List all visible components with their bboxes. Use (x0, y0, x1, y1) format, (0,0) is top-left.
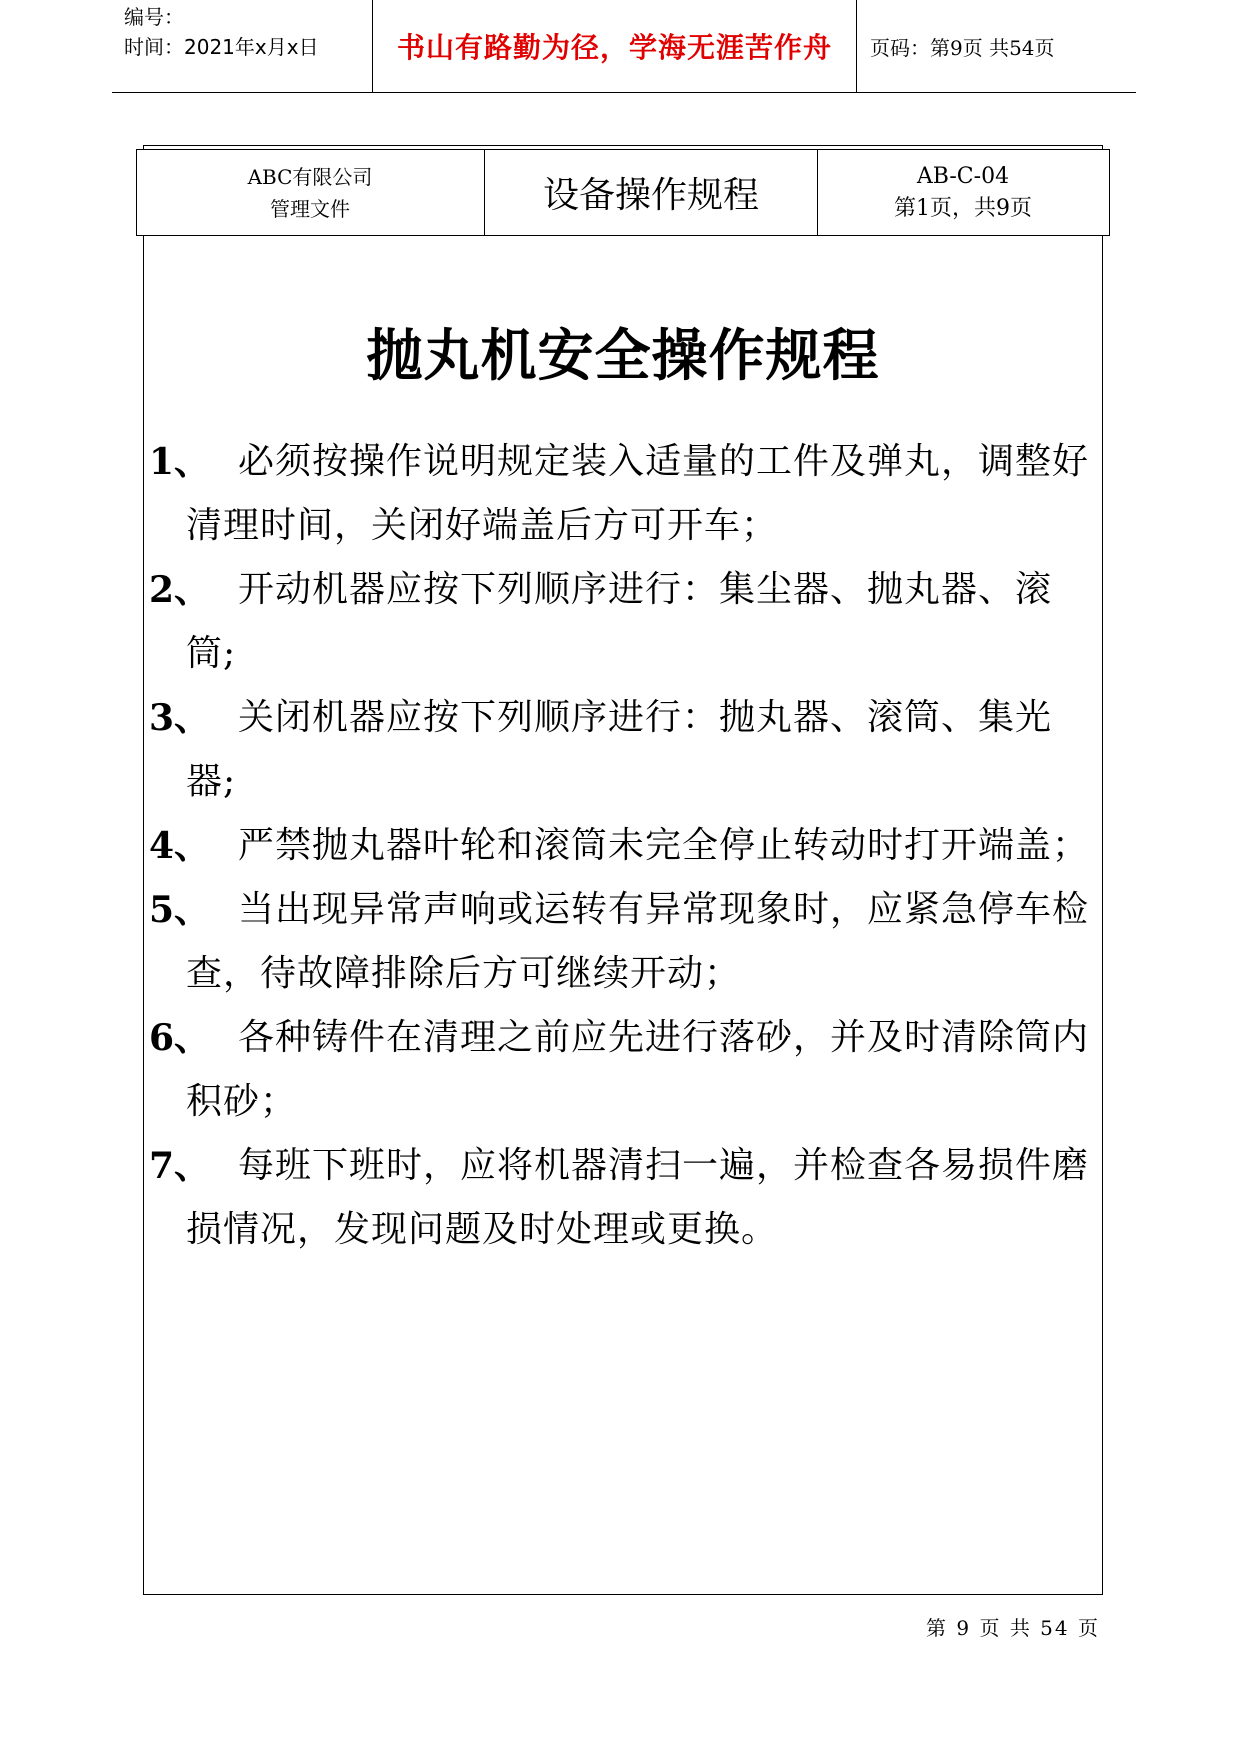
doc-page: 第1页，共9页 (894, 195, 1032, 221)
item-number: 3、 (149, 697, 211, 739)
footer-page-number: 第 9 页 共 54 页 (926, 1616, 1100, 1640)
item-number: 7、 (149, 1145, 211, 1187)
item-number: 5、 (149, 889, 211, 931)
document-header-table (136, 149, 1110, 236)
item-text: 每班下班时，应将机器清扫一遍，并检查各易损件磨损情况，发现问题及时处理或更换。 (186, 1145, 1090, 1250)
document-title: 抛丸机安全操作规程 (366, 323, 880, 389)
category-cell (484, 150, 818, 235)
item-number: 2、 (149, 569, 211, 611)
company-name: ABC有限公司 (247, 164, 373, 189)
header-divider (856, 0, 857, 92)
doc-category: 设备操作规程 (542, 175, 759, 216)
code-cell (817, 150, 1109, 235)
item-text: 严禁抛丸器叶轮和滚筒未完全停止转动时打开端盖； (238, 825, 1090, 866)
item-number: 4、 (149, 825, 211, 867)
top-header-meta (124, 2, 364, 62)
list-item (149, 558, 1097, 686)
list-item (149, 430, 1097, 558)
company-cell (137, 150, 483, 235)
list-item (149, 1006, 1097, 1134)
item-text: 必须按操作说明规定装入适量的工件及弹丸，调整好清理时间，关闭好端盖后方可开车； (186, 441, 1090, 546)
number-label: 编号： (124, 5, 184, 29)
item-text: 各种铸件在清理之前应先进行落砂，并及时清除筒内积砂； (186, 1017, 1090, 1122)
motto-text: 书山有路勤为径，学海无涯苦作舟 (396, 31, 832, 64)
item-text: 开动机器应按下列顺序进行：集尘器、抛丸器、滚筒; (186, 569, 1053, 674)
item-number: 6、 (149, 1017, 211, 1059)
page-top-header (112, 0, 1136, 93)
list-item (149, 1134, 1097, 1262)
item-number: 1、 (149, 441, 211, 483)
list-item (149, 686, 1097, 814)
item-text: 当出现异常声响或运转有异常现象时，应紧急停车检查，待故障排除后方可继续开动； (186, 889, 1090, 994)
rules-list (149, 430, 1097, 1262)
date-label: 时间：2021年x月x日 (124, 35, 319, 59)
page-info: 页码：第9页 共54页 (870, 35, 1055, 60)
item-text: 关闭机器应按下列顺序进行：抛丸器、滚筒、集光器; (186, 697, 1053, 802)
doc-type: 管理文件 (270, 196, 350, 221)
doc-code: AB-C-04 (916, 163, 1010, 189)
list-item (149, 814, 1097, 878)
list-item (149, 878, 1097, 1006)
